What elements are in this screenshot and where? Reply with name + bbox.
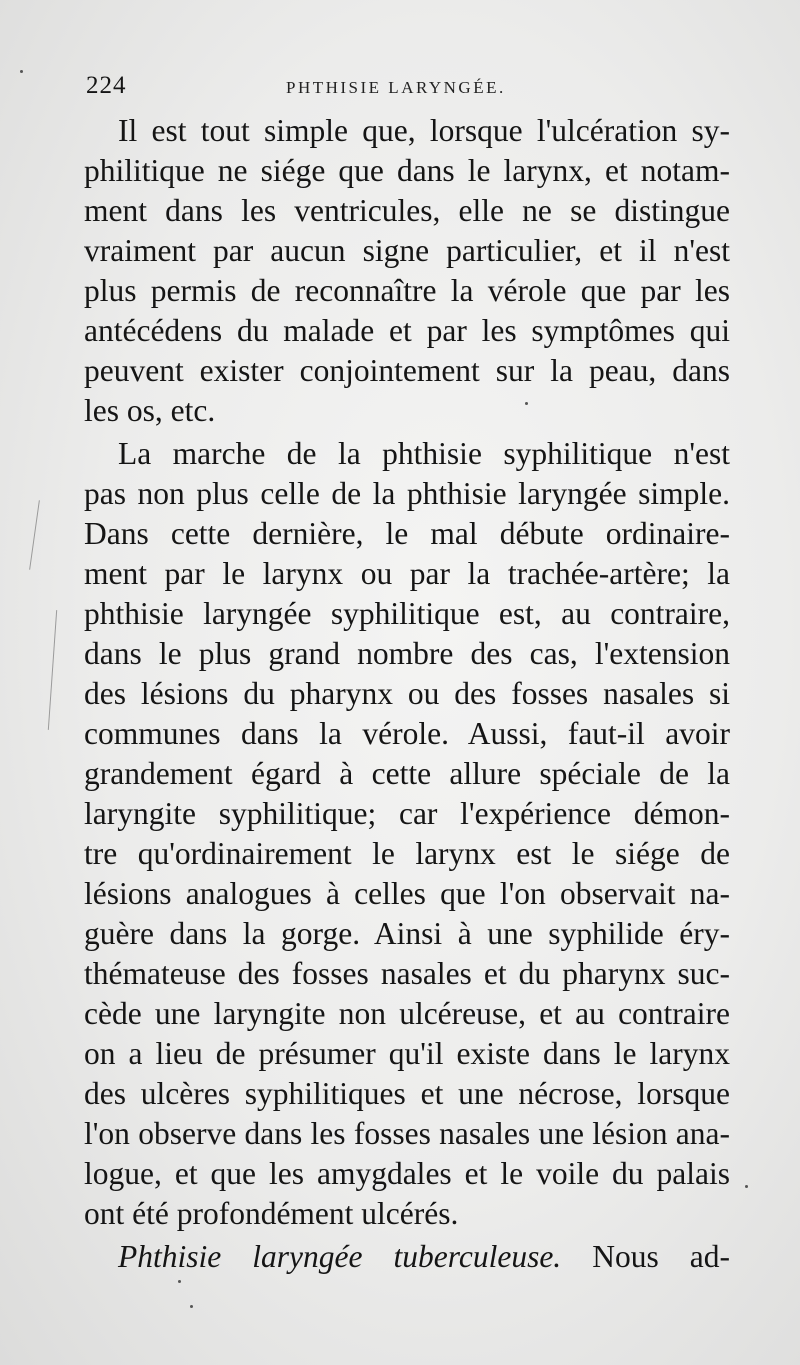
text-line-section-start bbox=[118, 1237, 730, 1277]
margin-pencil-mark bbox=[29, 500, 40, 569]
text-line: les os, etc. bbox=[84, 393, 216, 428]
text-line: ment dans les ventricules, elle ne se distingue bbox=[84, 193, 730, 228]
running-head: PHTHISIE LARYNGÉE. bbox=[286, 78, 506, 97]
paper-speck bbox=[178, 1280, 181, 1283]
text-line: lésions analogues à celles que l'on observait na- bbox=[84, 876, 730, 911]
paper-speck bbox=[745, 1185, 748, 1188]
text-line: logue, et que les amygdales et le voile du palais bbox=[84, 1156, 730, 1191]
text-line: l'on observe dans les fosses nasales une lésion ana- bbox=[84, 1116, 730, 1151]
text-line: Il est tout simple que, lorsque l'ulcération sy- bbox=[118, 113, 730, 148]
paper-speck bbox=[525, 402, 528, 405]
text-line: plus permis de reconnaître la vérole que par les bbox=[84, 273, 730, 308]
margin-pencil-mark bbox=[48, 610, 57, 730]
text-line: ont été profondément ulcérés. bbox=[84, 1196, 459, 1231]
text-line: antécédens du malade et par les symptômes qui bbox=[84, 313, 730, 348]
text-line: communes dans la vérole. Aussi, faut-il avoir bbox=[84, 716, 730, 751]
page-number: 224 bbox=[86, 72, 127, 99]
text-run: Nous ad- bbox=[561, 1239, 731, 1274]
text-line: thémateuse des fosses nasales et du pharynx suc- bbox=[84, 956, 730, 991]
text-line: laryngite syphilitique; car l'expérience démon- bbox=[84, 796, 730, 831]
text-line: ment par le larynx ou par la trachée-artère; la bbox=[84, 556, 730, 591]
text-line: grandement égard à cette allure spéciale de la bbox=[84, 756, 730, 791]
text-line: on a lieu de présumer qu'il existe dans le larynx bbox=[84, 1036, 730, 1071]
section-title: Phthisie laryngée tuberculeuse. bbox=[118, 1239, 562, 1274]
text-line: dans le plus grand nombre des cas, l'extension bbox=[84, 636, 730, 671]
text-line: cède une laryngite non ulcéreuse, et au contraire bbox=[84, 996, 730, 1031]
page-header bbox=[86, 72, 726, 108]
text-line: peuvent exister conjointement sur la peau, dans bbox=[84, 353, 730, 388]
text-line: des ulcères syphilitiques et une nécrose, lorsque bbox=[84, 1076, 730, 1111]
text-line: des lésions du pharynx ou des fosses nasales si bbox=[84, 676, 730, 711]
text-line: vraiment par aucun signe particulier, et il n'est bbox=[84, 233, 730, 268]
paper-speck bbox=[20, 70, 23, 73]
text-line: La marche de la phthisie syphilitique n'est bbox=[118, 436, 730, 471]
text-line: tre qu'ordinairement le larynx est le siége de bbox=[84, 836, 730, 871]
paper-speck bbox=[190, 1305, 193, 1308]
text-line: phthisie laryngée syphilitique est, au contraire, bbox=[84, 596, 730, 631]
text-line: pas non plus celle de la phthisie laryngée simple. bbox=[84, 476, 730, 511]
text-line: philitique ne siége que dans le larynx, et notam- bbox=[84, 153, 730, 188]
text-line: Dans cette dernière, le mal débute ordinaire- bbox=[84, 516, 730, 551]
text-line: guère dans la gorge. Ainsi à une syphilide éry- bbox=[84, 916, 730, 951]
